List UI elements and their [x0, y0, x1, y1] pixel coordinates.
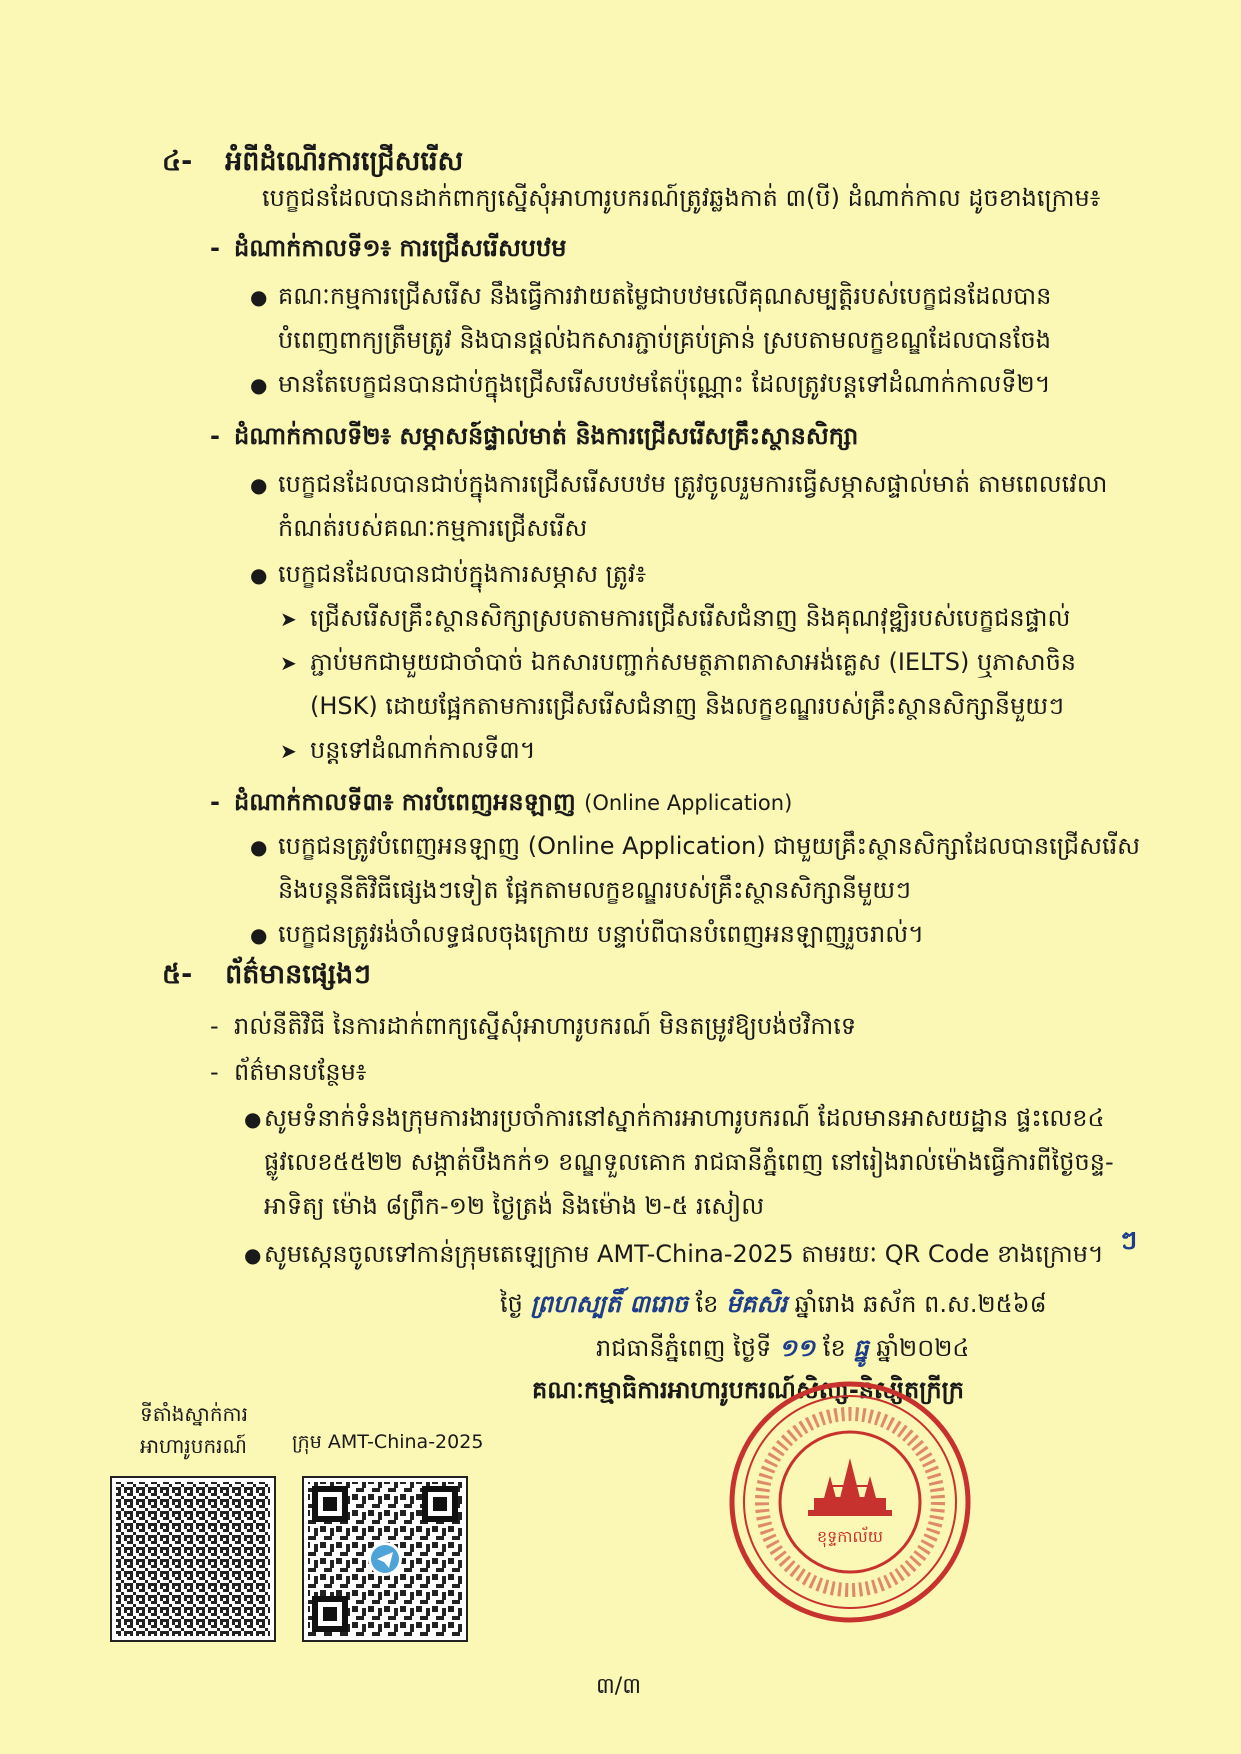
committee-name: គណៈកម្មាធិការអាហារូបករណ៍សិស្ស-និស្សិតក្រីក្រ: [532, 1376, 965, 1404]
stage-2-bullet-1-cont: កំណត់របស់គណៈកម្មការជ្រើសរើស: [278, 514, 588, 542]
section-4-intro: បេក្ខជនដែលបានដាក់ពាក្យស្នើសុំអាហារូបករណ៍ត្រូវឆ្លងកាត់ ៣(បី) ដំណាក់កាល ដូចខាងក្រោម៖: [262, 184, 1101, 212]
bullet-icon: ●: [250, 285, 268, 309]
bullet-icon: ●: [250, 473, 268, 497]
bullet-icon: ●: [250, 373, 268, 397]
stage-3-title: - ដំណាក់កាលទី៣៖ ការបំពេញអនឡាញ (Online Application): [210, 788, 793, 816]
info-bullet-1-cont: ផ្លូវលេខ៥៥២២ សង្កាត់បឹងកក់១ ខណ្ឌទួលគោក រាជធានីភ្នំពេញ នៅរៀងរាល់ម៉ោងធ្វើការពីថ្ងៃចន្ទ-: [264, 1148, 1114, 1176]
arrow-icon: ➤: [280, 739, 297, 763]
angkor-temple-icon: [808, 1458, 892, 1516]
stage-2-sub-1: ➤ ជ្រើសរើសគ្រឹះស្ថានសិក្សាស្របតាមការជ្រើសរើសជំនាញ និងគុណវុឌ្ឍិរបស់បេក្ខជនផ្ទាល់: [280, 596, 1070, 641]
info-bullet-1-cont-2: អាទិត្យ ម៉ោង ៨ព្រឹក-១២ ថ្ងៃត្រង់ និងម៉ោង ២-៥ រសៀល: [264, 1192, 765, 1220]
seal-graphic: [728, 1380, 972, 1624]
solar-date: រាជធានីភ្នំពេញ ថ្ងៃទី ១១ ខែ ធ្នូ ឆ្នាំ២០២៤: [596, 1334, 970, 1362]
stage-1-bullet-1-cont: បំពេញពាក្យត្រឹមត្រូវ និងបានផ្តល់ឯកសារភ្ជាប់គ្រប់គ្រាន់ ស្របតាមលក្ខខណ្ឌដែលបានចែង: [278, 326, 1051, 354]
section-title: អំពីដំណើរការជ្រើសរើស: [225, 146, 464, 177]
official-seal: [728, 1380, 972, 1624]
stage-2-bullet-2: ● បេក្ខជនដែលបានជាប់ក្នុងការសម្ភាស ត្រូវ៖: [250, 552, 646, 597]
bullet-icon: ●: [244, 1107, 262, 1131]
stage-1-bullet-2: ● មានតែបេក្ខជនបានជាប់ក្នុងជ្រើសរើសបឋមតែប៉ុណ្ណោះ ដែលត្រូវបន្តទៅដំណាក់កាលទី២។: [250, 362, 1051, 407]
info-bullet-2: ● សូមស្កេនចូលទៅកាន់ក្រុមតេឡេក្រាម AMT-China-2025 តាមរយៈ QR Code ខាងក្រោម។: [244, 1232, 1104, 1277]
stage-2-title: - ដំណាក់កាលទី២៖ សម្ភាសន៍ផ្ទាល់មាត់ និងការជ្រើសរើសគ្រឹះស្ថានសិក្សា: [210, 422, 859, 450]
stage-3-bullet-1-cont: និងបន្តនីតិវិធីផ្សេងៗទៀត ផ្អែកតាមលក្ខខណ្ឌរបស់គ្រឹះស្ថានសិក្សានីមួយៗ: [278, 876, 911, 904]
section-5-heading: [162, 958, 371, 997]
section-number: ៤-: [162, 146, 193, 177]
qr-label-telegram: ក្រុម AMT-China-2025: [292, 1431, 484, 1453]
qr-code-office-location[interactable]: [110, 1476, 276, 1642]
bullet-icon: ●: [244, 1243, 262, 1267]
arrow-icon: ➤: [280, 607, 297, 631]
lunar-date: ថ្ងៃ ព្រហស្បតិ៍ ៣រោច ខែ មិគសិរ ឆ្នាំរោង ឆស័ក ព.ស.២៥៦៨: [500, 1290, 1047, 1318]
bullet-icon: ●: [250, 923, 268, 947]
stage-2-sub-2: ➤ ភ្ជាប់មកជាមួយជាចាំបាច់ ឯកសារបញ្ជាក់សមត្ថភាពភាសាអង់គ្លេស (IELTS) ឬភាសាចិន: [280, 640, 1076, 685]
stage-1-title: - ដំណាក់កាលទី១៖ ការជ្រើសរើសបឋម: [210, 234, 567, 262]
stage-2-sub-2-cont: (HSK) ដោយផ្អែកតាមការជ្រើសរើសជំនាញ និងលក្ខខណ្ឌរបស់គ្រឹះស្ថានសិក្សានីមួយៗ: [310, 692, 1064, 720]
stage-2-bullet-1: ● បេក្ខជនដែលបានជាប់ក្នុងការជ្រើសរើសបឋម ត្រូវចូលរួមការធ្វើសម្ភាសផ្ទាល់មាត់ តាមពេលវេលា: [250, 462, 1107, 507]
section-number: ៥-: [162, 959, 193, 990]
qr-label-office: ទីតាំងស្នាក់ការ អាហារូបករណ៍: [140, 1402, 248, 1458]
seal-center-text: ខុទ្ទកាល័យ: [816, 1527, 884, 1546]
section-5-dash-1: - រាល់នីតិវិធី នៃការដាក់ពាក្យស្នើសុំអាហារូបករណ៍ មិនតម្រូវឱ្យបង់ថវិកាទេ: [210, 1012, 857, 1040]
bullet-icon: ●: [250, 563, 268, 587]
bullet-icon: ●: [250, 835, 268, 859]
info-bullet-1: ● សូមទំនាក់ទំនងក្រុមការងារប្រចាំការនៅស្នាក់ការអាហារូបករណ៍ ដែលមានអាសយដ្ឋាន ផ្ទះលេខ៤: [244, 1096, 1105, 1141]
stage-2-sub-3: ➤ បន្តទៅដំណាក់កាលទី៣។: [280, 728, 536, 773]
arrow-icon: ➤: [280, 651, 297, 675]
stage-3-bullet-1: ● បេក្ខជនត្រូវបំពេញអនឡាញ (Online Application) ជាមួយគ្រឹះស្ថានសិក្សាដែលបានជ្រើសរើស: [250, 824, 1140, 869]
handwritten-initial: ៗ: [1120, 1226, 1138, 1256]
qr-code-telegram-group[interactable]: [302, 1476, 468, 1642]
section-5-dash-2: - ព័ត៌មានបន្ថែម៖: [210, 1058, 367, 1086]
page-number: ៣/៣: [596, 1674, 642, 1699]
section-title: ព័ត៌មានផ្សេងៗ: [225, 959, 371, 990]
stage-3-bullet-2: ● បេក្ខជនត្រូវរង់ចាំលទ្ធផលចុងក្រោយ បន្ទាប់ពីបានបំពេញអនឡាញរួចរាល់។: [250, 912, 924, 957]
stage-1-bullet-1: ● គណៈកម្មការជ្រើសរើស នឹងធ្វើការវាយតម្លៃជាបឋមលើគុណសម្បត្តិរបស់បេក្ខជនដែលបាន: [250, 274, 1051, 319]
